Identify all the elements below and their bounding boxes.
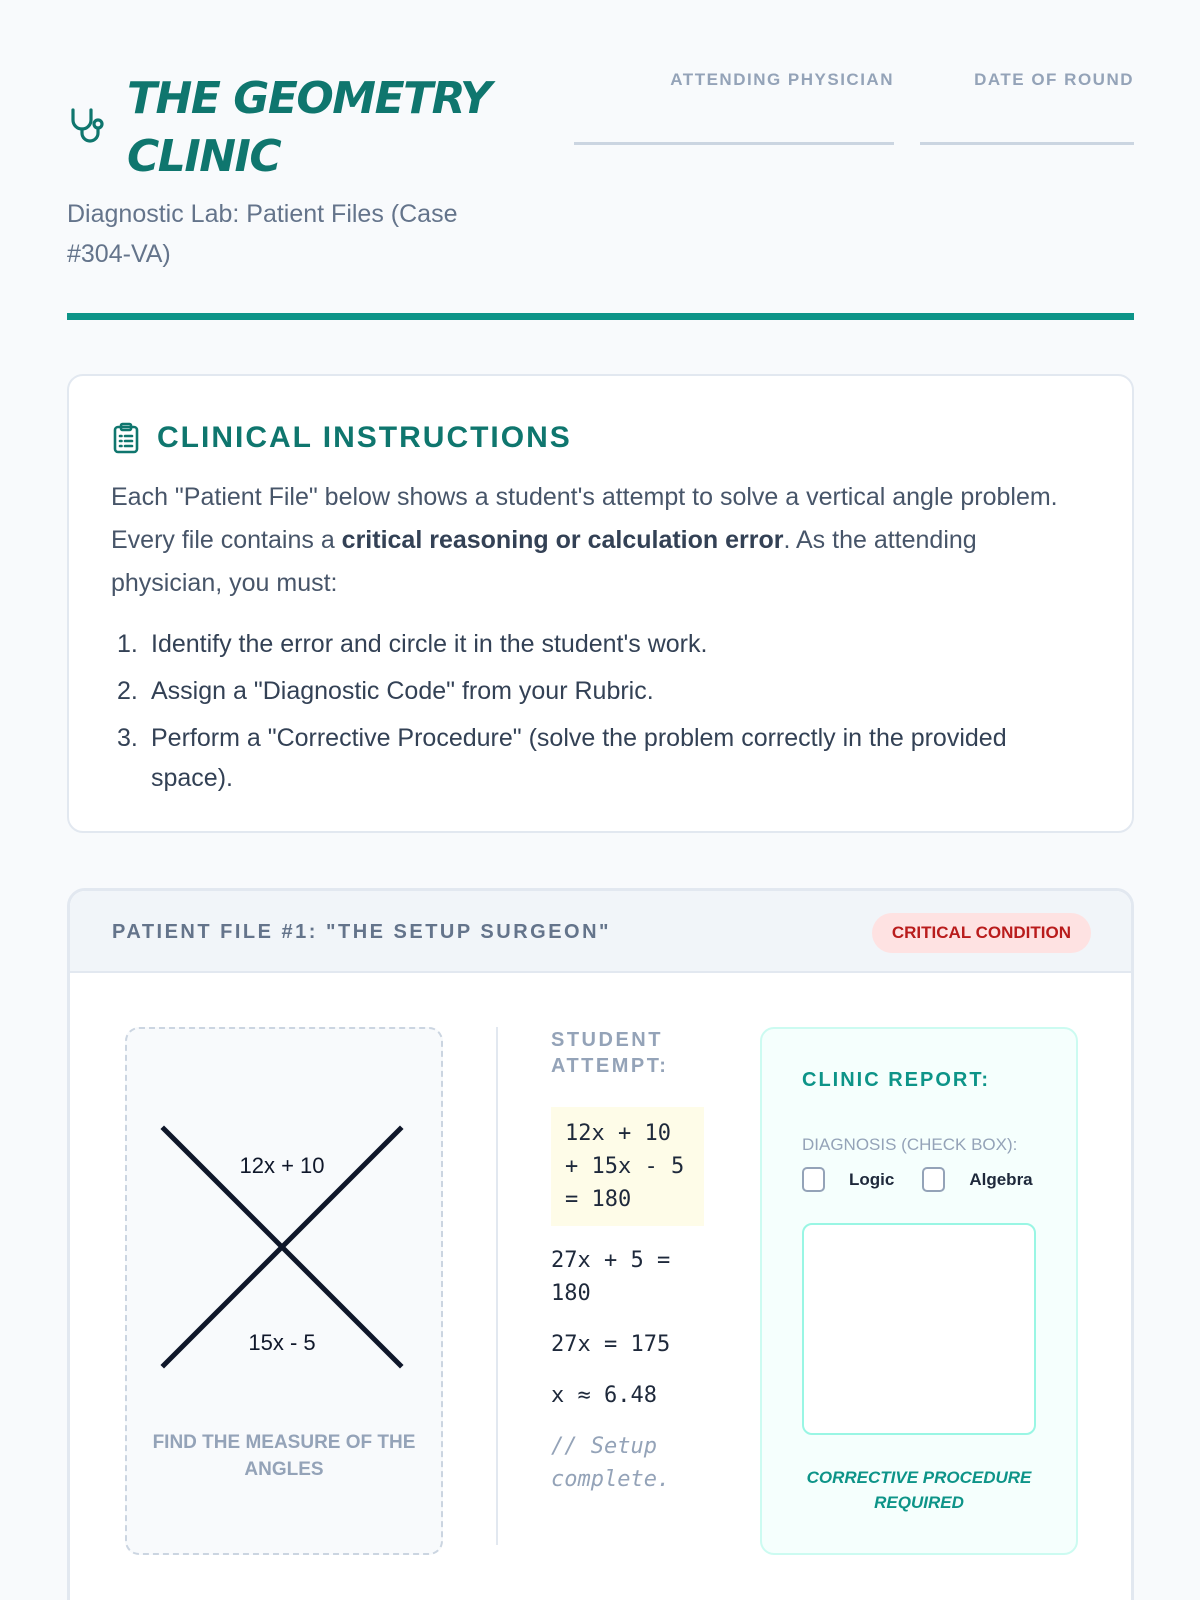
highlighted-step[interactable]: 12x + 10 + 15x - 5 = 180: [551, 1107, 704, 1226]
header-divider: [67, 313, 1134, 320]
step-text: Perform a "Corrective Procedure" (solve the problem correctly in the provided space).: [151, 724, 1007, 792]
date-field[interactable]: [920, 70, 1134, 150]
patient-file-header: [70, 891, 1131, 973]
diagram-caption: FIND THE MEASURE OF THE ANGLES: [152, 1432, 416, 1480]
attempt-step[interactable]: x ≈ 6.48: [551, 1383, 657, 1408]
algebra-option-label: Algebra: [969, 1169, 1033, 1189]
instructions-text-start: Each "Patient File" below shows a student's attempt to solve a vertical angle problem. Every file contains a: [111, 483, 1058, 554]
report-note: CORRECTIVE PROCEDURE REQUIRED: [806, 1468, 1032, 1512]
student-attempt-label: STUDENT ATTEMPT:: [551, 1029, 669, 1077]
step-number: 1.: [117, 630, 138, 658]
step-number: 2.: [117, 677, 138, 705]
column-divider: [496, 1027, 498, 1545]
patient-file-title: PATIENT FILE #1: "THE SETUP SURGEON": [112, 921, 612, 943]
logic-option-label: Logic: [849, 1169, 895, 1189]
student-attempt: [551, 1027, 711, 1496]
logic-checkbox[interactable]: [802, 1167, 825, 1192]
top-angle-label: 12x + 10: [239, 1153, 325, 1178]
page-header: [67, 70, 1134, 320]
status-badge: CRITICAL CONDITION: [872, 913, 1091, 953]
instructions-card: [67, 374, 1134, 833]
attempt-step[interactable]: 27x = 175: [551, 1332, 671, 1357]
page-title: THE GEOMETRY CLINIC: [127, 73, 491, 182]
patient-file-card: [67, 888, 1134, 1600]
step-number: 3.: [117, 724, 138, 752]
instructions-header: [111, 418, 572, 458]
attempt-step[interactable]: 27x + 5 = 180: [551, 1248, 671, 1306]
instructions-text: [111, 476, 1091, 605]
angle-diagram: [125, 1027, 443, 1555]
page-subtitle: Diagnostic Lab: Patient Files (Case #304-VA): [67, 200, 458, 268]
date-input-line[interactable]: [920, 142, 1134, 145]
date-label: DATE OF ROUND: [974, 70, 1134, 89]
instructions-text-end: . As the attending physician, you must:: [111, 526, 977, 597]
clipboard-icon: [111, 422, 141, 454]
instructions-title: CLINICAL INSTRUCTIONS: [157, 421, 572, 454]
algebra-checkbox[interactable]: [922, 1167, 945, 1192]
step-text: Identify the error and circle it in the student's work.: [151, 630, 708, 658]
diagnosis-options: [802, 1167, 1061, 1192]
diagnosis-label: DIAGNOSIS (CHECK BOX):: [802, 1135, 1018, 1154]
physician-label: ATTENDING PHYSICIAN: [670, 70, 894, 89]
instruction-step: [117, 624, 1077, 664]
step-text: Assign a "Diagnostic Code" from your Rubric.: [151, 677, 654, 705]
instruction-step: [117, 718, 1077, 798]
physician-input-line[interactable]: [574, 142, 894, 145]
attempt-comment: // Setup complete.: [551, 1434, 671, 1492]
instructions-steps: [117, 624, 1077, 805]
instruction-step: [117, 671, 1077, 711]
physician-field[interactable]: [574, 70, 894, 150]
bottom-angle-label: 15x - 5: [248, 1330, 316, 1355]
stethoscope-icon: [67, 106, 107, 146]
instructions-emphasis: critical reasoning or calculation error: [341, 526, 784, 554]
report-title: CLINIC REPORT:: [802, 1069, 990, 1091]
corrective-procedure-box[interactable]: [802, 1223, 1036, 1435]
clinic-report: [760, 1027, 1078, 1555]
